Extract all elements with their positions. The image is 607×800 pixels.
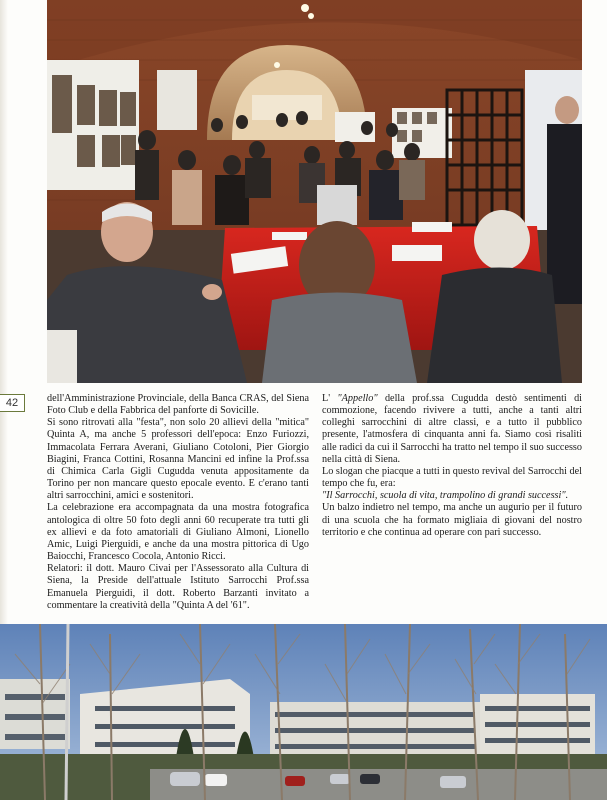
article-paragraph: [322, 490, 582, 502]
article-left-column: [47, 393, 309, 612]
paragraph-text: della prof.ssa Cugudda destò sentimenti di commozione, facendo rivivere a tutti, anche a tanti altri colleghi sarrocchini di altre classi, e a tutto il pubblico presente, l'atmosfera di cinquanta anni fa. Siamo così risaliti alle radici da cui il Sarrocchi ha tratto nel tempo il suo successo nella città di Siena.: [322, 393, 582, 465]
article-paragraph: Si sono ritrovati alla "festa", non solo 20 allievi della "mitica" Quinta A, ma anche 5 professori dell'epoca: Enzo Furiozzi, Immacolata Ferrara Averani, Giuliano Cotoloni, Pier Giorgio Biagini, Franca Cottini, Rosanna Mancini ed infine la Prof.ssa di Chimica Carla Gigli Cugudda venuta appositamente da Torino per non mancare questo epocale evento. E c'erano tanti altri sarrocchini, amici e sostenitori.: [47, 417, 309, 502]
school-building-photo: [0, 624, 607, 800]
photo-building-icon: [0, 624, 607, 800]
article-paragraph: Lo slogan che piacque a tutti in questo revival del Sarrocchi del tempo che fu, era:: [322, 465, 582, 490]
article-paragraph: La celebrazione era accompagnata da una mostra fotografica antologica di oltre 50 foto degli anni 60 recuperate tra tutti gli ex allievi e da foto amatoriali di Giuliano Almoni, Lionello Amic, Luigi Pierguidi, e anche da una mostra pittorica di Ugo Baiocchi, Francesco Cocola, Antonio Ricci.: [47, 502, 309, 563]
page-number: 42: [0, 394, 25, 412]
paragraph-lead: L': [322, 393, 338, 404]
article-right-column: [322, 393, 582, 539]
article-paragraph: Un balzo indietro nel tempo, ma anche un augurio per il futuro di una scuola che ha formato migliaia di giovani del nostro territorio e che continua ad operare con pari successo.: [322, 502, 582, 538]
photo-event-icon: [47, 0, 582, 383]
article-paragraph: Relatori: il dott. Mauro Civai per l'Assessorato alla Cultura di Siena, la Preside dell'attuale Istituto Sarrocchi Prof.ssa Emanuela Pierguidi, il dott. Roberto Barzanti invitato a commentare la creatività della "Quinta A del '61".: [47, 563, 309, 611]
article-paragraph: dell'Amministrazione Provinciale, della Banca CRAS, del Siena Foto Club e della Fabbrica del panforte di Sovicille.: [47, 393, 309, 417]
slogan-quote: "Il Sarrocchi, scuola di vita, trampolino di grandi successi".: [322, 490, 569, 502]
appello-quote: "Appello": [337, 393, 378, 404]
event-photo: [47, 0, 582, 383]
article-paragraph: [322, 393, 582, 466]
